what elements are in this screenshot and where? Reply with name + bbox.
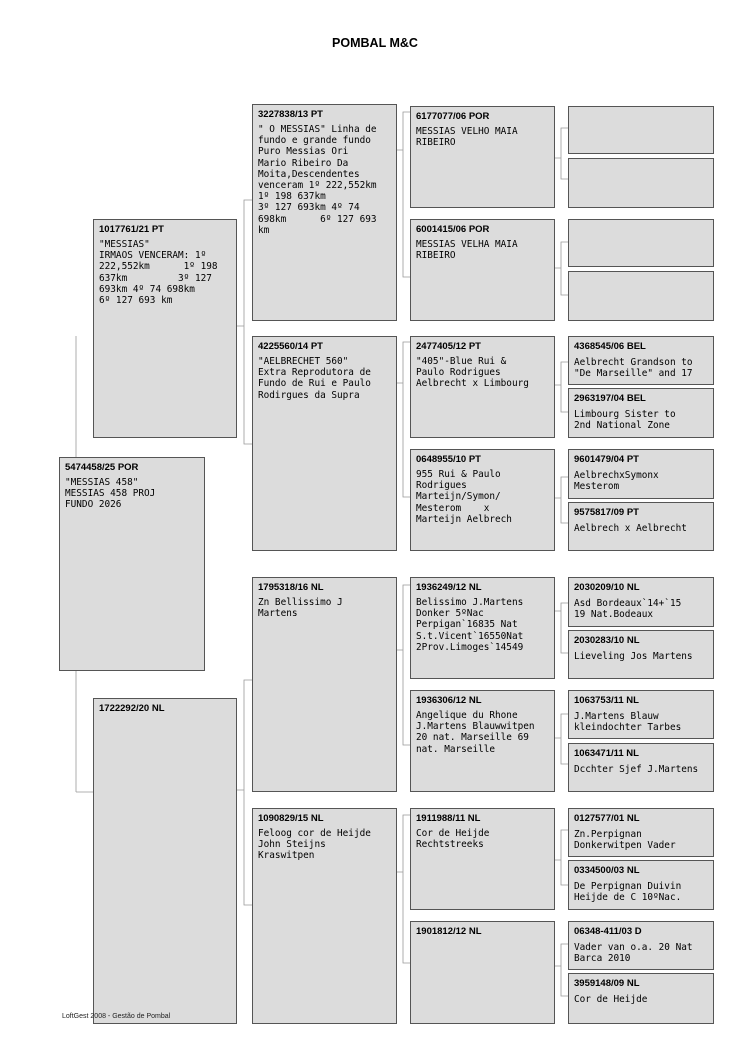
ring-number: 4368545/06 BEL [574, 341, 646, 352]
bird-info: Asd Bordeaux`14+`15 19 Nat.Bodeaux [574, 598, 682, 621]
ring-number: 9601479/04 PT [574, 454, 639, 465]
bird-info: Cor de Heijde Rechtstreeks [416, 828, 490, 851]
bird-info: De Perpignan Duivin Heijde de C 10ºNac. [574, 881, 682, 904]
bird-info: Limbourg Sister to 2nd National Zone [574, 409, 676, 432]
ring-number: 1063471/11 NL [574, 748, 639, 759]
ring-number: 06348-411/03 D [574, 926, 642, 937]
ring-number: 6177077/06 POR [416, 111, 490, 122]
pedigree-dsss [568, 577, 714, 627]
pedigree-ssd [410, 219, 555, 321]
bird-info: AelbrechxSymonx Mesterom [574, 470, 659, 493]
pedigree-sds [410, 336, 555, 438]
pedigree-dam [93, 698, 237, 1024]
ring-number: 0334500/03 NL [574, 865, 640, 876]
pedigree-dds [410, 808, 555, 910]
bird-info: Feloog cor de Heijde John Steijns Kraswitpen [258, 828, 371, 862]
ring-number: 1722292/20 NL [99, 703, 165, 714]
ring-number: 1936306/12 NL [416, 695, 482, 706]
ring-number: 4225560/14 PT [258, 341, 323, 352]
pedigree-ddss [568, 808, 714, 857]
bird-info: Aelbrech x Aelbrecht [574, 523, 687, 534]
ring-number: 2963197/04 BEL [574, 393, 646, 404]
pedigree-sdsd [568, 388, 714, 438]
pedigree-ssss [568, 106, 714, 154]
ring-number: 1795318/16 NL [258, 582, 324, 593]
page-title: POMBAL M&C [332, 36, 418, 50]
bird-info: Angelique du Rhone J.Martens Blauwwitpen 20 nat. Marseille 69 nat. Marseille [416, 710, 535, 755]
pedigree-sdss [568, 336, 714, 385]
bird-info: Vader van o.a. 20 Nat Barca 2010 [574, 942, 693, 965]
pedigree-sire-dam [252, 336, 397, 551]
pedigree-sire [93, 219, 237, 438]
bird-info: 955 Rui & Paulo Rodrigues Marteijn/Symon/ Mesterom x Marteijn Aelbrech [416, 469, 512, 525]
pedigree-sss [410, 106, 555, 208]
ring-number: 0127577/01 NL [574, 813, 640, 824]
pedigree-dss [410, 577, 555, 679]
ring-number: 1901812/12 NL [416, 926, 482, 937]
ring-number: 2030209/10 NL [574, 582, 640, 593]
pedigree-dsdd [568, 743, 714, 792]
ring-number: 5474458/25 POR [65, 462, 139, 473]
pedigree-sssd [568, 158, 714, 208]
pedigree-subject [59, 457, 205, 671]
pedigree-sdds [568, 449, 714, 499]
ring-number: 3959148/09 NL [574, 978, 640, 989]
bird-info: "MESSIAS" IRMAOS VENCERAM: 1º 222,552km 1º 198 637km 3º 127 693km 4º 74 698km 6º 127 693 km [99, 239, 218, 307]
bird-info: Zn.Perpignan Donkerwitpen Vader [574, 829, 676, 852]
bird-info: Zn Bellissimo J Martens [258, 597, 343, 620]
footer-text: LoftGest 2008 - Gestão de Pombal [62, 1013, 171, 1020]
pedigree-dsds [568, 690, 714, 739]
ring-number: 1017761/21 PT [99, 224, 164, 235]
pedigree-ddsd [568, 860, 714, 910]
pedigree-sdd [410, 449, 555, 551]
pedigree-dam-sire [252, 577, 397, 792]
ring-number: 6001415/06 POR [416, 224, 490, 235]
bird-info: MESSIAS VELHA MAIA RIBEIRO [416, 239, 518, 262]
ring-number: 1090829/15 NL [258, 813, 324, 824]
bird-info: J.Martens Blauw kleindochter Tarbes [574, 711, 682, 734]
ring-number: 3227838/13 PT [258, 109, 323, 120]
bird-info: Dcchter Sjef J.Martens [574, 764, 699, 775]
ring-number: 2030283/10 NL [574, 635, 640, 646]
bird-info: Cor de Heijde [574, 994, 648, 1005]
bird-info: "405"-Blue Rui & Paulo Rodrigues Aelbrecht x Limbourg [416, 356, 529, 390]
ring-number: 9575817/09 PT [574, 507, 639, 518]
bird-info: Lieveling Jos Martens [574, 651, 693, 662]
pedigree-sddd [568, 502, 714, 551]
ring-number: 1911988/11 NL [416, 813, 481, 824]
pedigree-sire-sire [252, 104, 397, 321]
bird-info: " O MESSIAS" Linha de fundo e grande fundo Puro Messias Ori Mario Ribeiro Da Moita,Descendentes venceram 1º 222,552km 1º 198 637km 3º 127 693km 4º 74 698km 6º 127 693 km [258, 124, 377, 236]
ring-number: 0648955/10 PT [416, 454, 481, 465]
bird-info: Belissimo J.Martens Donker 5ºNac Perpigan`16835 Nat S.t.Vicent`16550Nat 2Prov.Limoges`14549 [416, 597, 524, 653]
bird-info: "AELBRECHET 560" Extra Reprodutora de Fundo de Rui e Paulo Rodirgues da Supra [258, 356, 371, 401]
ring-number: 1063753/11 NL [574, 695, 639, 706]
pedigree-dam-dam [252, 808, 397, 1024]
pedigree-dsd [410, 690, 555, 792]
bird-info: MESSIAS VELHO MAIA RIBEIRO [416, 126, 518, 149]
pedigree-dssd [568, 630, 714, 679]
pedigree-dddd [568, 973, 714, 1024]
bird-info: Aelbrecht Grandson to "De Marseille" and 17 [574, 357, 693, 380]
pedigree-ssds [568, 219, 714, 267]
ring-number: 2477405/12 PT [416, 341, 481, 352]
bird-info: "MESSIAS 458" MESSIAS 458 PROJ FUNDO 2026 [65, 477, 156, 511]
pedigree-ddd [410, 921, 555, 1024]
pedigree-ddds [568, 921, 714, 970]
pedigree-ssdd [568, 271, 714, 321]
ring-number: 1936249/12 NL [416, 582, 482, 593]
